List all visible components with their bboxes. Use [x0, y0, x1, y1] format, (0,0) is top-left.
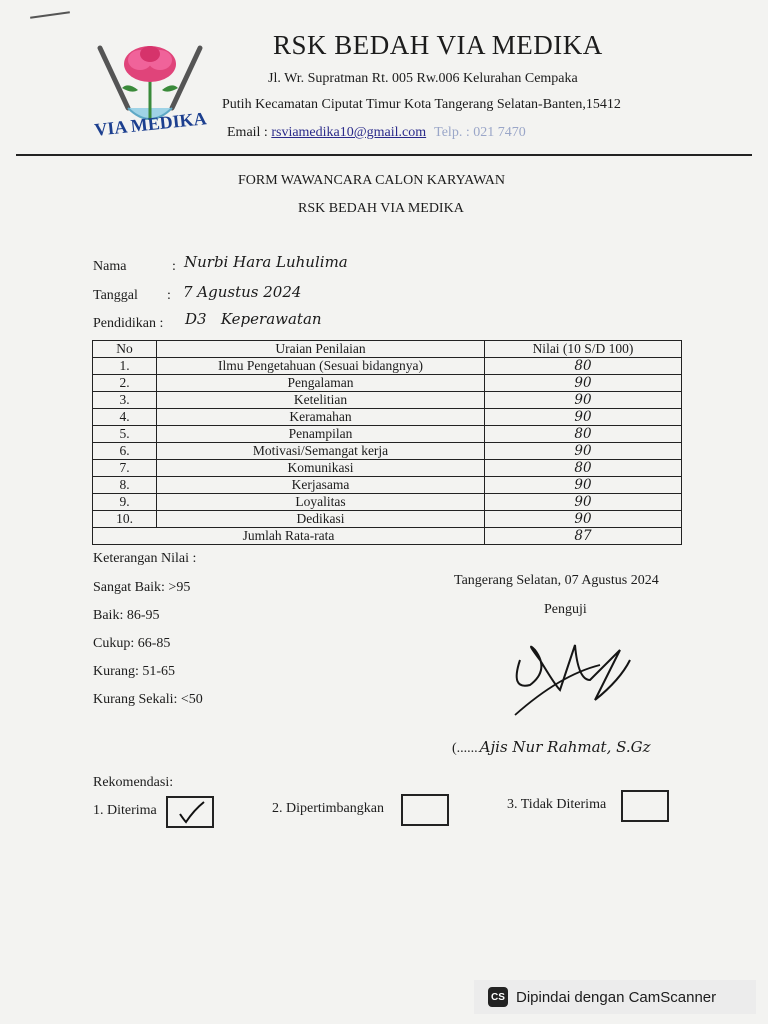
row-value: 90 [485, 375, 682, 392]
table-row [93, 426, 682, 443]
logo-text: VIA MEDIKA [93, 108, 208, 140]
row-no: 6. [93, 443, 157, 460]
camscanner-text: Dipindai dengan CamScanner [516, 988, 717, 1006]
camscanner-badge [474, 980, 756, 1014]
phone-text: Telp. : 021 7470 [434, 125, 526, 140]
option-tidak-diterima-checkbox[interactable] [621, 790, 669, 822]
table-row [93, 358, 682, 375]
row-item: Ilmu Pengetahuan (Sesuai bidangnya) [157, 358, 485, 375]
option-dipertimbangkan-label: 2. Dipertimbangkan [272, 801, 384, 816]
address-line-2: Putih Kecamatan Ciputat Timur Kota Tangerang Selatan-Banten,15412 [222, 97, 621, 112]
row-no: 4. [93, 409, 157, 426]
rekomendasi-title: Rekomendasi: [93, 775, 174, 790]
row-value: 80 [485, 460, 682, 477]
form-title: FORM WAWANCARA CALON KARYAWAN [238, 173, 506, 188]
table-row [93, 409, 682, 426]
nama-colon: : [172, 259, 176, 274]
row-value: 90 [485, 494, 682, 511]
row-item: Keramahan [157, 409, 485, 426]
header-divider [16, 154, 752, 156]
form-subtitle: RSK BEDAH VIA MEDIKA [298, 201, 464, 216]
signer-prefix: (...... [452, 741, 478, 756]
camscanner-icon: CS [488, 987, 508, 1007]
hospital-logo [88, 38, 218, 148]
row-value: 90 [485, 477, 682, 494]
tanggal-value: 7 Agustus 2024 [183, 283, 302, 301]
row-value: 90 [485, 392, 682, 409]
row-item: Pengalaman [157, 375, 485, 392]
pendidikan-value: D3 Keperawatan [185, 310, 322, 328]
pen-mark [30, 11, 70, 19]
row-item: Dedikasi [157, 511, 485, 528]
table-row [93, 460, 682, 477]
address-line-1: Jl. Wr. Supratman Rt. 005 Rw.006 Kelurahan Cempaka [268, 71, 578, 86]
row-value: 90 [485, 511, 682, 528]
nama-label: Nama [93, 259, 127, 274]
row-no: 1. [93, 358, 157, 375]
place-date: Tangerang Selatan, 07 Agustus 2024 [454, 573, 659, 588]
signer-name-line [452, 738, 651, 757]
row-item: Penampilan [157, 426, 485, 443]
tanggal-label: Tanggal [93, 288, 138, 303]
table-row [93, 375, 682, 392]
row-item: Motivasi/Semangat kerja [157, 443, 485, 460]
keterangan-item: Cukup: 66-85 [93, 636, 171, 651]
total-label: Jumlah Rata-rata [93, 528, 485, 545]
email-label: Email : [227, 125, 272, 140]
total-value: 87 [485, 528, 682, 545]
row-value: 80 [485, 426, 682, 443]
keterangan-title: Keterangan Nilai : [93, 551, 197, 566]
row-item: Loyalitas [157, 494, 485, 511]
keterangan-item: Kurang Sekali: <50 [93, 692, 203, 707]
pendidikan-label: Pendidikan : [93, 316, 164, 331]
row-no: 7. [93, 460, 157, 477]
row-value: 80 [485, 358, 682, 375]
nama-value: Nurbi Hara Luhulima [184, 253, 348, 271]
row-item: Komunikasi [157, 460, 485, 477]
row-item: Ketelitian [157, 392, 485, 409]
tanggal-colon: : [167, 288, 171, 303]
option-diterima-checkbox[interactable] [166, 796, 214, 828]
header-value: Nilai (10 S/D 100) [485, 341, 682, 358]
table-row [93, 477, 682, 494]
table-row [93, 392, 682, 409]
option-dipertimbangkan-checkbox[interactable] [401, 794, 449, 826]
signature-scribble [500, 630, 650, 720]
row-value: 90 [485, 443, 682, 460]
signer-name: Ajis Nur Rahmat, S.Gz [479, 738, 651, 756]
penguji-label: Penguji [544, 602, 587, 617]
keterangan-item: Sangat Baik: >95 [93, 580, 191, 595]
row-no: 8. [93, 477, 157, 494]
row-no: 5. [93, 426, 157, 443]
keterangan-item: Kurang: 51-65 [93, 664, 176, 679]
table-header-row [93, 341, 682, 358]
row-no: 10. [93, 511, 157, 528]
score-table [92, 340, 682, 545]
option-diterima-label: 1. Diterima [93, 803, 157, 818]
header-no: No [93, 341, 157, 358]
email-link[interactable]: rsviamedika10@gmail.com [271, 125, 427, 140]
keterangan-item: Baik: 86-95 [93, 608, 160, 623]
row-item: Kerjasama [157, 477, 485, 494]
hospital-name: RSK BEDAH VIA MEDIKA [273, 30, 603, 60]
row-no: 9. [93, 494, 157, 511]
table-row [93, 494, 682, 511]
option-tidak-diterima-label: 3. Tidak Diterima [507, 797, 607, 812]
header-item: Uraian Penilaian [157, 341, 485, 358]
row-value: 90 [485, 409, 682, 426]
table-row [93, 511, 682, 528]
contact-line [227, 125, 526, 141]
table-row [93, 443, 682, 460]
row-no: 3. [93, 392, 157, 409]
table-total-row [93, 528, 682, 545]
checkmark-icon [168, 798, 212, 826]
row-no: 2. [93, 375, 157, 392]
